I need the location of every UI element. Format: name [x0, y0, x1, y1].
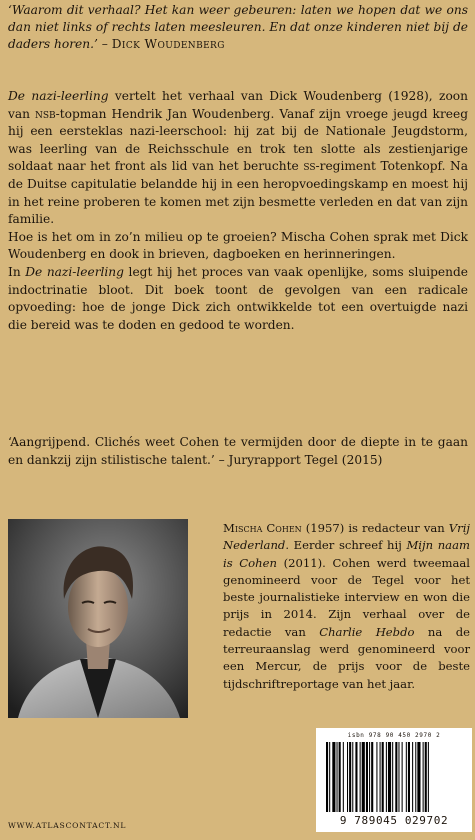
blurb-paragraph-3: [8, 264, 468, 334]
barcode-bar: [388, 742, 391, 812]
blurb-text: In: [8, 264, 26, 279]
barcode-bar: [417, 742, 420, 812]
barcode-bar: [366, 742, 368, 812]
barcode-bar: [386, 742, 387, 812]
barcode-bar: [343, 742, 344, 812]
blurb-text: -topman Hendrik Jan Woudenberg. Vanaf zijn vroege jeugd kreeg hij een eersteklas nazi-leerschool: hij zat bij de Nationale Jeugdstorm, was leerling van de Reichsschule en trok ten slotte als zestienjarige soldaat naar het front als lid van het beruchte: [8, 106, 468, 174]
jury-quote: ‘Aangrijpend. Clichés weet Cohen te vermijden door de diepte in te gaan en dankzij zijn stilistische talent.’ – Juryrapport Tegel (2015): [8, 435, 468, 467]
author-name: Mischa Cohen: [223, 521, 302, 535]
book-title: De nazi-leerling: [25, 264, 124, 279]
barcode-box: [316, 728, 472, 832]
barcode-bar: [339, 742, 341, 812]
barcode-bar: [392, 742, 393, 812]
barcode-bar: [362, 742, 365, 812]
bio-text: na de terreuraanslag werd genomineerd voor een Mercur, de prijs voor de beste tijdschriftreportage van het jaar.: [223, 624, 470, 691]
blurb: [8, 88, 468, 334]
magazine-title: Vrij Nederland: [223, 521, 471, 553]
barcode-bar: [406, 742, 407, 812]
blurb-text: -regiment Totenkopf. Na de Duitse capitulatie belandde hij in een heropvoedingskamp en moest hij in het reine proberen te komen met zijn besmette verleden en dat van zijn familie.: [8, 159, 468, 227]
barcode-bar: [376, 742, 377, 812]
book-title: De nazi-leerling: [8, 89, 109, 103]
barcode-bar: [371, 742, 373, 812]
barcode-bar: [415, 742, 416, 812]
barcode-bar: [425, 742, 427, 812]
author-bio: [223, 520, 470, 693]
barcode-image: [324, 742, 464, 814]
author-portrait-image: [8, 519, 188, 718]
ss-abbrev: ss: [303, 159, 316, 174]
barcode-bar: [352, 742, 353, 812]
bio-text: (1957) is redacteur van: [301, 521, 449, 535]
blurb-text: legt hij het proces van vaak openlijke, soms sluipende indoctrinatie bloot. Dit boek toont de gevolgen van een radicale opvoeding: hoe de jonge Dick zich ontwikkelde tot een overtuigde nazi die bereid was te doden en gedood te worden.: [8, 264, 468, 332]
barcode-bar: [398, 742, 399, 812]
isbn-label: isbn 978 90 450 2970 2: [347, 732, 441, 739]
ean-digits: 9 789045 029702: [339, 814, 449, 827]
barcode-bar: [408, 742, 410, 812]
barcode-bar: [412, 742, 413, 812]
blurb-paragraph-2: Hoe is het om in zo’n milieu op te groeien? Mischa Cohen sprak met Dick Woudenberg en dook in brieven, dagboeken en herinneringen.: [8, 229, 468, 262]
previous-book-title: Mijn naam is Cohen: [223, 538, 470, 570]
barcode-bar: [380, 742, 381, 812]
publisher-website: WWW.ATLASCONTACT.NL: [8, 821, 127, 830]
barcode-bar: [332, 742, 335, 812]
barcode-bar: [355, 742, 357, 812]
barcode-bar: [349, 742, 351, 812]
blurb-text: vertelt het verhaal van Dick Woudenberg (1928), zoon van: [8, 89, 468, 121]
barcode-bar: [423, 742, 424, 812]
barcode-bar: [337, 742, 338, 812]
barcode-bar: [329, 742, 330, 812]
barcode-bar: [360, 742, 361, 812]
barcode-bar: [402, 742, 403, 812]
barcode-bar: [369, 742, 370, 812]
barcode-bar: [382, 742, 384, 812]
author-photo: [8, 519, 188, 718]
nsb-abbrev: nsb: [35, 106, 56, 121]
quote-dash: –: [97, 37, 112, 51]
bio-text: . Eerder schreef hij: [285, 538, 407, 553]
barcode-bar: [347, 742, 348, 812]
author-quote: [8, 2, 468, 53]
author-quote-text: ‘Waarom dit verhaal? Het kan weer gebeuren: laten we hopen dat we ons dan niet links of rechts laten meesleuren. En dat onze kinderen niet bij de daders horen.’: [8, 3, 468, 51]
barcode-bar: [326, 742, 328, 812]
bio-text: (2011). Cohen werd tweemaal genomineerd voor de Tegel voor het beste journalistieke interview en won die prijs in 2014. Zijn verhaal over de redactie van: [223, 555, 470, 639]
barcode-bar: [395, 742, 397, 812]
charlie-hebdo-title: Charlie Hebdo: [319, 624, 415, 639]
barcode-bar: [428, 742, 429, 812]
blurb-paragraph-1: [8, 88, 468, 229]
quote-author: Dick Woudenberg: [111, 37, 225, 51]
